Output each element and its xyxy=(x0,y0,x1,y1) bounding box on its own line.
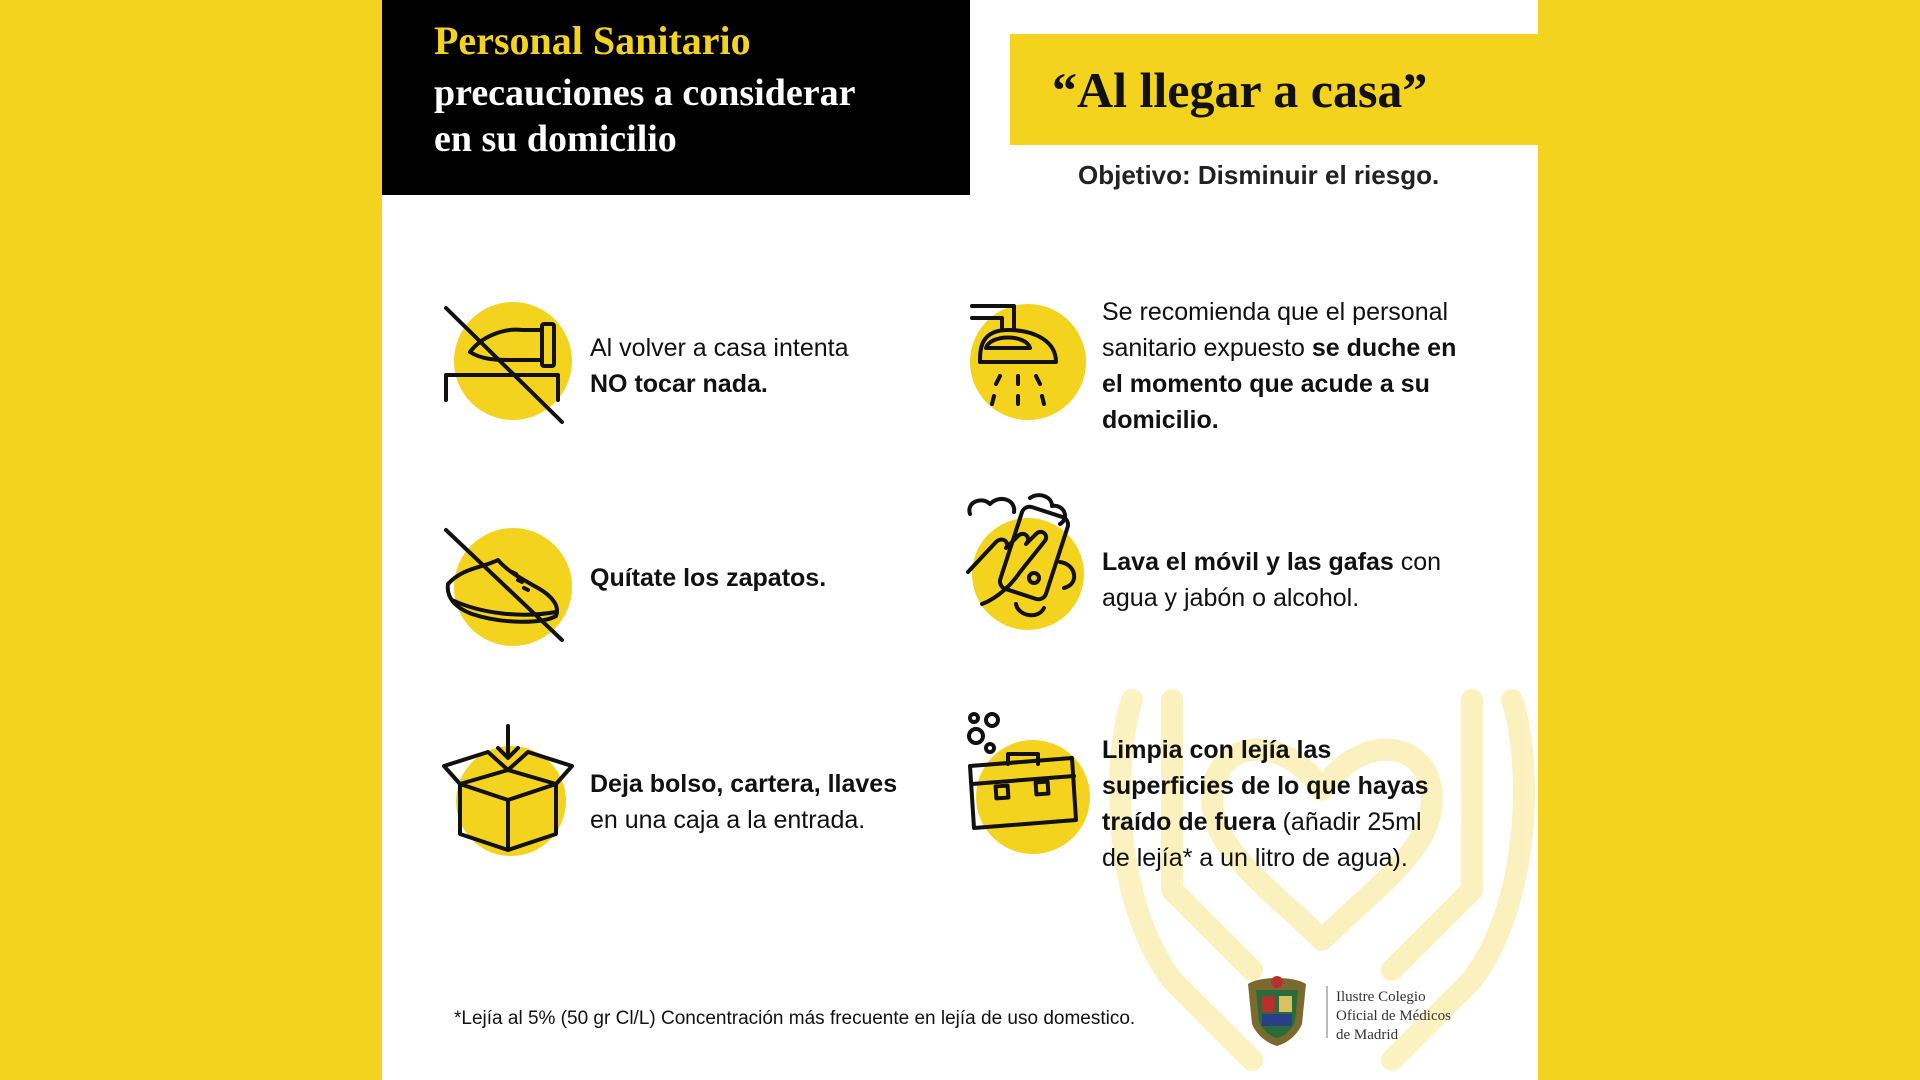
logo-text: Ilustre Colegio Oficial de Médicos de Madrid xyxy=(1336,989,1451,1043)
header-block xyxy=(382,0,970,195)
header-subtitle-line2: en su domicilio xyxy=(434,118,677,160)
item-shoes-text: Quítate los zapatos. xyxy=(590,564,827,592)
briefcase-icon xyxy=(962,710,1102,858)
item-shower-text: Se recomienda que el personal sanitario expuesto se duche en el momento que acude a su domicilio. xyxy=(1102,298,1457,434)
item-phone-text: Lava el móvil y las gafas con agua y jabón o alcohol. xyxy=(1102,548,1442,612)
item-bleach-text: Limpia con lejía las superficies de lo que hayas traído de fuera (añadir 25ml de lejía* a un litro de agua). xyxy=(1102,736,1429,872)
shower-icon xyxy=(966,300,1096,430)
banner-title: “Al llegar a casa” xyxy=(1052,61,1428,118)
banner xyxy=(1010,34,1538,145)
infographic-card xyxy=(382,0,1538,1080)
header-title: Personal Sanitario xyxy=(434,18,751,63)
box-icon xyxy=(440,722,576,858)
coat-of-arms-icon xyxy=(1240,974,1314,1048)
no-touch-hand-icon xyxy=(442,300,572,430)
objective-text: Objetivo: Disminuir el riesgo. xyxy=(1078,160,1440,190)
logo-separator xyxy=(1326,986,1328,1038)
no-shoe-icon xyxy=(442,528,572,658)
item-no-touch-text: Al volver a casa intenta NO tocar nada. xyxy=(590,334,849,398)
college-logo xyxy=(1240,972,1500,1052)
header-subtitle-line1: precauciones a considerar xyxy=(434,72,856,114)
item-box-text: Deja bolso, cartera, llaves en una caja a la entrada. xyxy=(590,770,898,834)
footnote: *Lejía al 5% (50 gr Cl/L) Concentración más frecuente en lejía de uso domestico. xyxy=(454,1008,1136,1029)
washing-phone-icon xyxy=(960,492,1100,638)
